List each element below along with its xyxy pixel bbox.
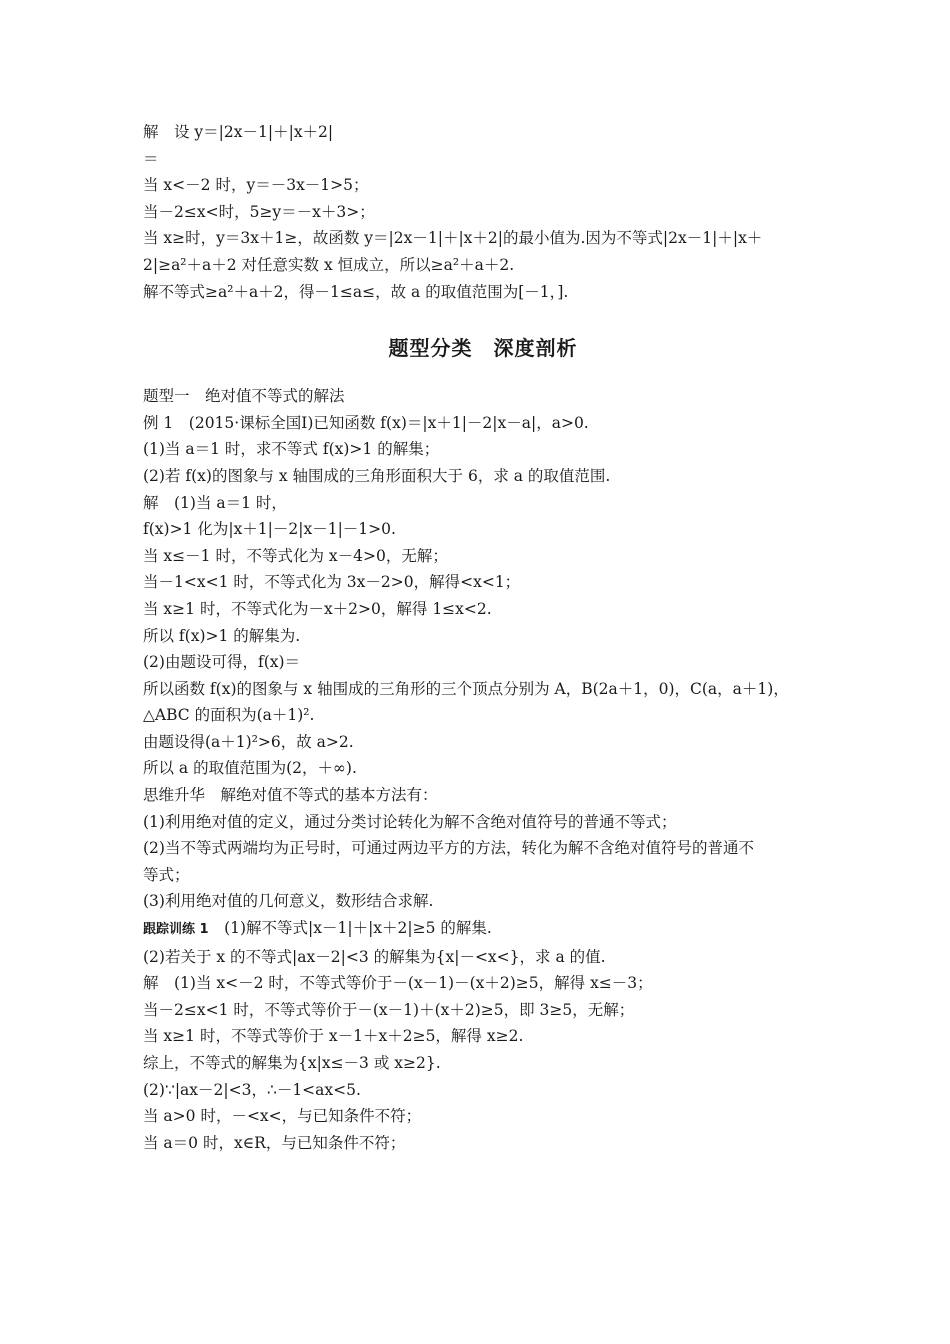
solution-block <box>143 119 823 305</box>
example-statement: 例 1 (2015·课标全国Ⅰ)已知函数 f(x)＝|x＋1|－2|x－a|，a>0. <box>143 413 589 432</box>
text-line: 解 (1)当 x<－2 时，不等式等价于－(x－1)－(x＋2)≥5，解得 x≤－3； <box>143 974 653 993</box>
practice-label: 跟踪训练 1 <box>143 922 209 938</box>
text-line: 所以 f(x)>1 的解集为. <box>143 626 301 645</box>
question-type-heading: 题型一 绝对值不等式的解法 <box>143 387 345 406</box>
text-line: f(x)>1 化为|x＋1|－2|x－1|－1>0. <box>143 520 396 539</box>
practice-first-line <box>143 915 823 944</box>
text-line: 当－2≤x<时，5≥y＝－x＋3>； <box>143 202 375 221</box>
text-line: 解 设 y＝|2x－1|＋|x＋2| <box>143 123 334 141</box>
text-line: (1)利用绝对值的定义，通过分类讨论转化为解不含绝对值符号的普通不等式； <box>143 812 677 831</box>
text-line: 当－1<x<1 时，不等式化为 3x－2>0，解得<x<1； <box>143 573 521 592</box>
text-line: ＝ <box>143 149 159 168</box>
text-line: 2|≥a²＋a＋2 对任意实数 x 恒成立，所以≥a²＋a＋2. <box>143 255 515 274</box>
text-line: 解 (1)当 a＝1 时， <box>143 493 287 512</box>
text-line: 综上，不等式的解集为{x|x≤－3 或 x≥2}. <box>143 1054 441 1072</box>
text-line: (2)若关于 x 的不等式|ax－2|<3 的解集为{x|－<x<}，求 a 的值. <box>143 947 606 966</box>
text-line: (2)若 f(x)的图象与 x 轴围成的三角形面积大于 6，求 a 的取值范围. <box>143 466 611 485</box>
text-line: (2)∵|ax－2|<3，∴－1<ax<5. <box>143 1080 361 1099</box>
text-line: 由题设得(a＋1)²>6，故 a>2. <box>143 732 354 751</box>
practice-block <box>143 915 823 1156</box>
text-line: 所以 a 的取值范围为(2，＋∞). <box>143 759 357 778</box>
text-line: 当 x≥1 时，不等式等价于 x－1＋x＋2≥5，解得 x≥2. <box>143 1027 524 1046</box>
text-line: 当 x<－2 时，y＝－3x－1>5； <box>143 176 369 195</box>
example-block <box>143 383 823 915</box>
text-line: 当 a>0 时，－<x<，与已知条件不符； <box>143 1107 422 1126</box>
text-line: 解不等式≥a²＋a＋2，得－1≤a≤，故 a 的取值范围为[－1，]. <box>143 282 569 301</box>
text-line: (3)利用绝对值的几何意义，数形结合求解. <box>143 892 434 911</box>
text-line: 当 x≥时，y＝3x＋1≥，故函数 y＝|2x－1|＋|x＋2|的最小值为.因为不等式|2x－1|＋|x＋ <box>143 229 763 248</box>
text-line: 当 x≥1 时，不等式化为－x＋2>0，解得 1≤x<2. <box>143 599 492 618</box>
text-line: 当－2≤x<1 时，不等式等价于－(x－1)＋(x＋2)≥5，即 3≥5，无解； <box>143 1000 635 1019</box>
method-summary-heading: 思维升华 解绝对值不等式的基本方法有： <box>143 786 438 805</box>
text-line: 当 x≤－1 时，不等式化为 x－4>0，无解； <box>143 546 448 565</box>
practice-question: (1)解不等式|x－1|＋|x＋2|≥5 的解集. <box>208 919 492 938</box>
text-line: △ABC 的面积为(a＋1)². <box>143 706 315 725</box>
section-title: 题型分类 深度剖析 <box>388 336 578 361</box>
text-line: 当 a＝0 时，x∈R，与已知条件不符； <box>143 1133 406 1152</box>
text-line: 等式； <box>143 865 190 884</box>
document-page <box>143 119 823 1156</box>
text-line: 所以函数 f(x)的图象与 x 轴围成的三角形的三个顶点分别为 A，B(2a＋1，0)，C(a，a＋1)， <box>143 679 789 698</box>
text-line: (1)当 a＝1 时，求不等式 f(x)>1 的解集； <box>143 440 440 459</box>
text-line: (2)当不等式两端均为正号时，可通过两边平方的方法，转化为解不含绝对值符号的普通不 <box>143 839 754 858</box>
text-line: (2)由题设可得，f(x)＝ <box>143 653 301 672</box>
